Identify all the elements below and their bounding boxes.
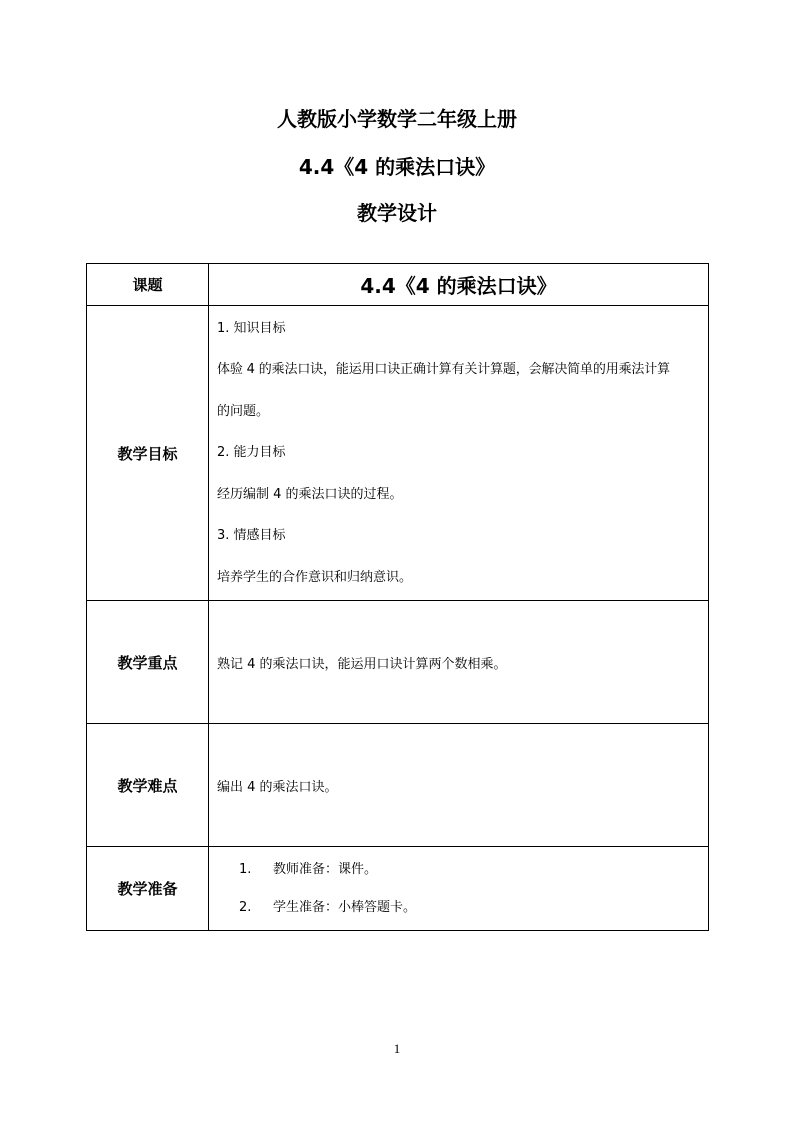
row-topic: [87, 264, 709, 306]
preparation-item-number: 2.: [239, 899, 252, 915]
goals-content: [209, 308, 708, 599]
lesson-plan-table: [86, 263, 709, 931]
label-difficulty: 教学难点: [87, 724, 209, 847]
goals-cell: [209, 306, 709, 601]
goal-line: 1. 知识目标: [217, 320, 286, 336]
goal-line: 体验 4 的乘法口诀，能运用口诀正确计算有关计算题，会解决简单的用乘法计算: [217, 362, 670, 378]
document-header: [0, 96, 794, 236]
label-preparation: 教学准备: [87, 847, 209, 931]
preparation-item: [239, 889, 708, 927]
focus-cell: [209, 601, 709, 724]
preparation-item: [239, 851, 708, 889]
label-topic: 课题: [87, 264, 209, 306]
preparation-cell: [209, 847, 709, 931]
row-goals: [87, 306, 709, 601]
preparation-item-text: 学生准备：小棒答题卡。: [273, 899, 417, 915]
preparation-list: [209, 851, 708, 927]
goal-line: 培养学生的合作意识和归纳意识。: [217, 569, 413, 585]
topic-value: 4.4《4 的乘法口诀》: [209, 264, 709, 306]
row-preparation: [87, 847, 709, 931]
label-focus: 教学重点: [87, 601, 209, 724]
preparation-item-number: 1.: [239, 861, 252, 877]
goal-line: 的问题。: [217, 403, 270, 419]
row-difficulty: [87, 724, 709, 847]
goal-line: 3. 情感目标: [217, 528, 286, 544]
focus-value: 熟记 4 的乘法口诀，能运用口诀计算两个数相乘。: [217, 656, 507, 672]
goal-line: 2. 能力目标: [217, 445, 286, 461]
page-number: 1: [393, 1041, 401, 1056]
difficulty-cell: [209, 724, 709, 847]
doc-title-textbook: 人教版小学数学二年级上册: [277, 107, 517, 131]
row-focus: [87, 601, 709, 724]
label-goals: 教学目标: [87, 306, 209, 601]
doc-title-lesson: 4.4《4 的乘法口诀》: [298, 155, 496, 179]
goal-line: 经历编制 4 的乘法口诀的过程。: [217, 486, 403, 502]
difficulty-value: 编出 4 的乘法口诀。: [217, 779, 338, 795]
doc-title-type: 教学设计: [357, 201, 437, 225]
preparation-item-text: 教师准备：课件。: [273, 861, 378, 877]
